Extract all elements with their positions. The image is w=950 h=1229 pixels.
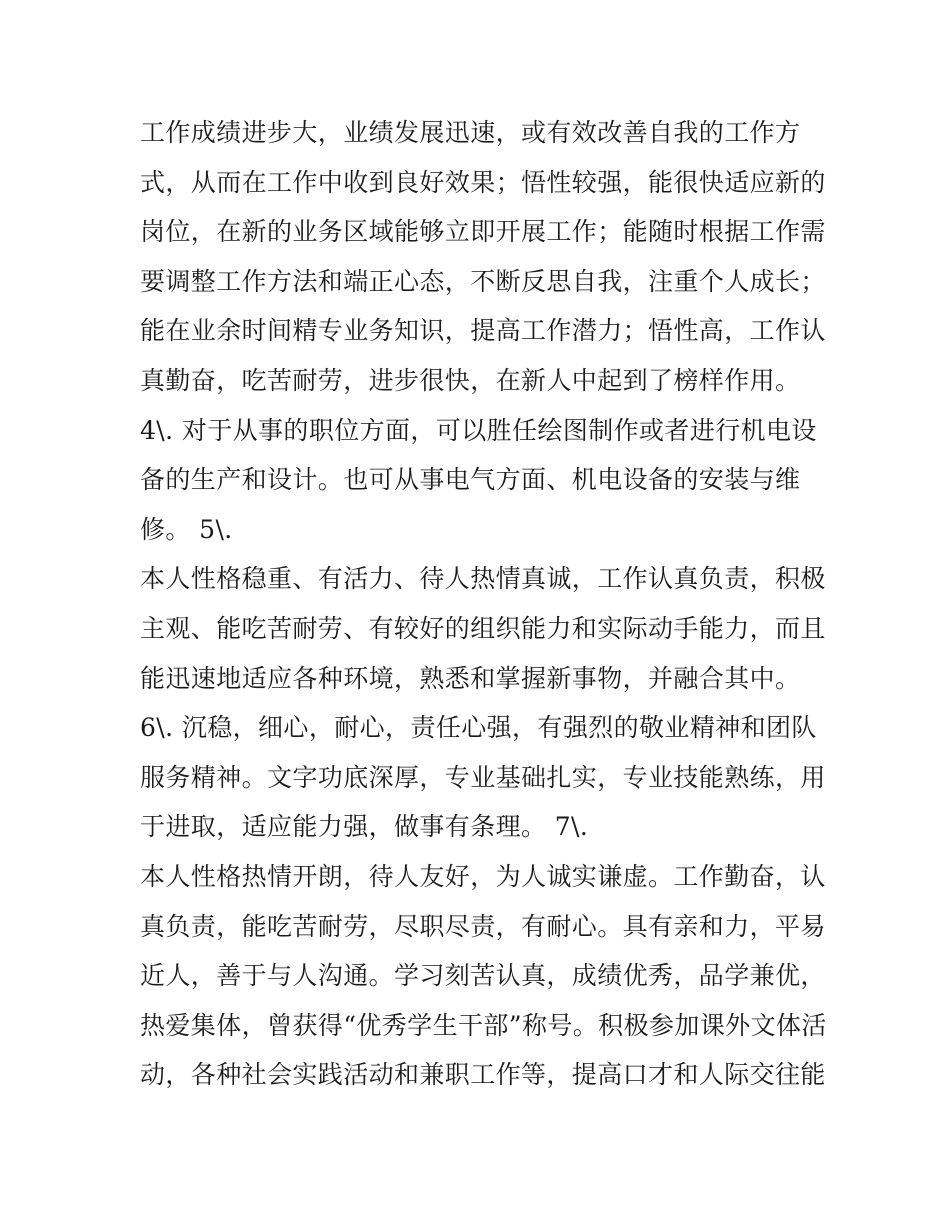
text-line: 本人性格稳重、有活力、待人热情真诚，工作认真负责，积极: [140, 564, 826, 594]
document-body: [140, 108, 827, 1100]
text-line: 4\. 对于从事的职位方面，可以胜任绘图制作或者进行机电设: [140, 415, 817, 445]
text-line: 岗位，在新的业务区域能够立即开展工作；能随时根据工作需: [140, 217, 826, 247]
text-line: 要调整工作方法和端正心态，不断反思自我，注重个人成长；: [140, 266, 826, 296]
text-line: 式，从而在工作中收到良好效果；悟性较强，能很快适应新的: [140, 167, 826, 197]
text-line: 修。 5\.: [140, 514, 233, 544]
text-line: 能迅速地适应各种环境，熟悉和掌握新事物，并融合其中。: [140, 663, 801, 693]
text-line: 真勤奋，吃苦耐劳，进步很快，在新人中起到了榜样作用。: [140, 365, 801, 395]
text-line: 备的生产和设计。也可从事电气方面、机电设备的安装与维: [140, 465, 801, 495]
text-line: 动，各种社会实践活动和兼职工作等，提高口才和人际交往能: [140, 1060, 826, 1090]
text-line: 6\. 沉稳，细心，耐心，责任心强，有强烈的敬业精神和团队: [140, 713, 817, 743]
text-line: 服务精神。文字功底深厚，专业基础扎实，专业技能熟练，用: [140, 762, 826, 792]
text-line: 近人，善于与人沟通。学习刻苦认真，成绩优秀，品学兼优，: [140, 961, 826, 991]
text-line: 本人性格热情开朗，待人友好，为人诚实谦虚。工作勤奋，认: [140, 861, 826, 891]
text-line: 工作成绩进步大，业绩发展迅速，或有效改善自我的工作方: [140, 118, 801, 147]
text-line: 能在业余时间精专业务知识，提高工作潜力；悟性高，工作认: [140, 316, 826, 346]
text-line: 真负责，能吃苦耐劳，尽职尽责，有耐心。具有亲和力，平易: [140, 911, 826, 941]
text-line: 于进取，适应能力强，做事有条理。 7\.: [140, 812, 589, 842]
text-line: 热爱集体，曾获得“优秀学生干部”称号。积极参加课外文体活: [140, 1010, 827, 1040]
text-line: 主观、能吃苦耐劳、有较好的组织能力和实际动手能力，而且: [140, 613, 826, 643]
